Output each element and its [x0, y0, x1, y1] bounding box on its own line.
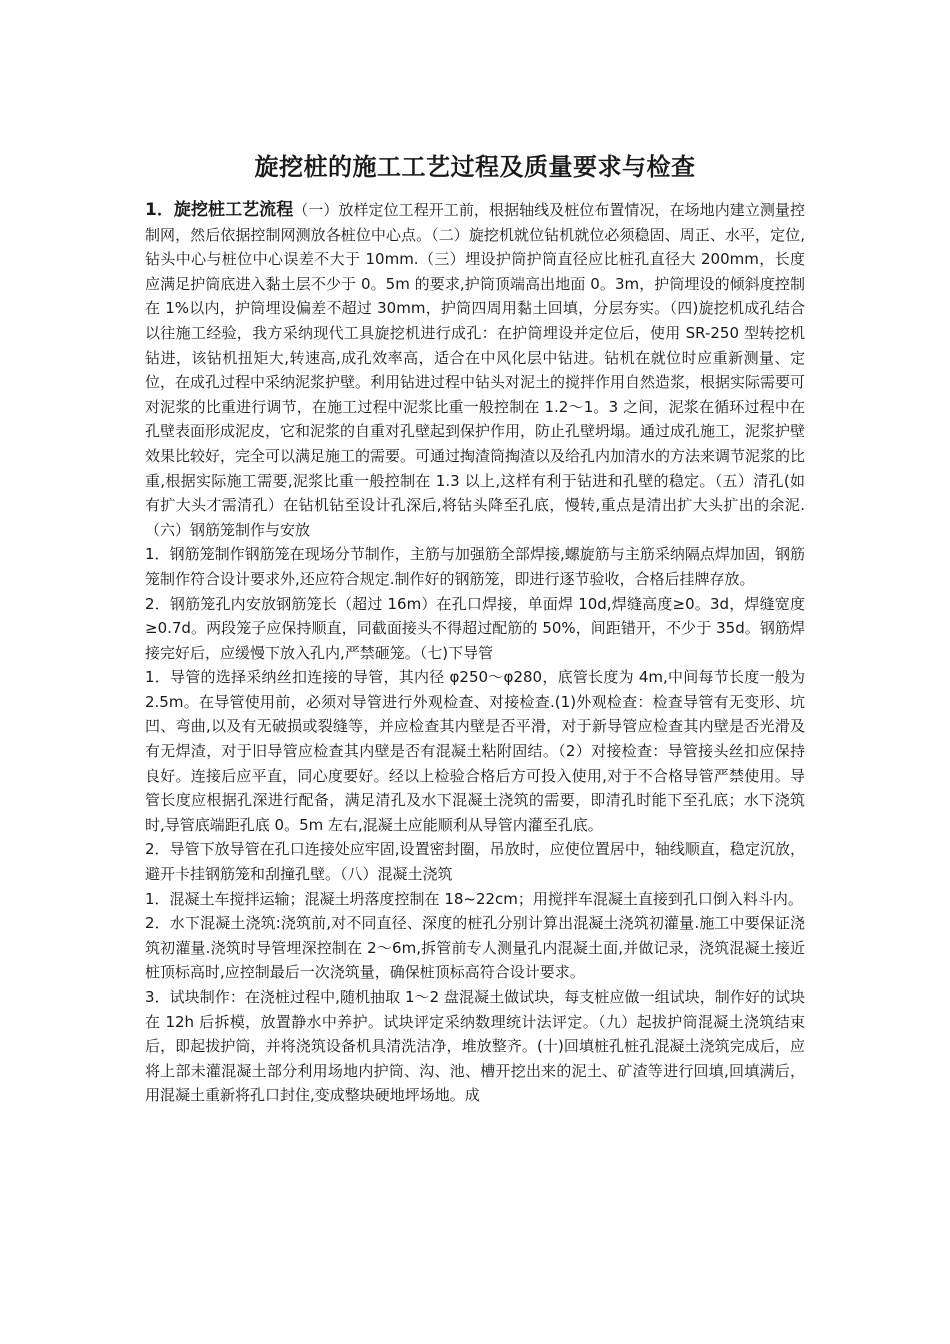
section-1-text: （一）放样定位工程开工前，根据轴线及桩位布置情况，在场地内建立测量控制网，然后依据控制网测放各桩位中心点。（二）旋挖机就位钻机就位必须稳固、周正、水平，定位,钻头中心与桩位中心误差不大于 10mm.（三）埋设护筒护筒直径应比桩孔直径大 200mm，长度应满足护筒底进入黏土层不少于 0。5m 的要求,护筒顶端高出地面 0。3m，护筒埋设的倾斜度控制在 1%以内，护筒埋设偏差不超过 30mm，护筒四周用黏土回填，分层夯实。（四)旋挖机成孔结合以往施工经验，我方采纳现代工具旋挖机进行成孔：在护筒埋设并定位后，使用 SR-250 型转挖机钻进，该钻机扭矩大,转速高,成孔效率高，适合在中风化层中钻进。钻机在就位时应重新测量、定位，在成孔过程中采纳泥浆护壁。利用钻进过程中钻头对泥土的搅拌作用自然造浆，根据实际需要可对泥浆的比重进行调节，在施工过程中泥浆比重一般控制在 1.2～1。3 之间，泥浆在循环过程中在孔壁表面形成泥皮，它和泥浆的自重对孔壁起到保护作用，防止孔壁坍塌。通过成孔施工，泥浆护壁效果比较好，完全可以满足施工的需要。可通过掏渣筒掏渣以及给孔内加清水的方法来调节泥浆的比重,根据实际施工需要,泥浆比重一般控制在 1.3 以上,这样有利于钻进和孔壁的稳定。（五）清孔(如有扩大头才需清孔）在钻机钻至设计孔深后,将钻头降至孔底，慢转,重点是清出扩大头扩出的余泥.（六）钢筋笼制作与安放 — [145, 201, 806, 539]
paragraph: 1．钢筋笼制作钢筋笼在现场分节制作，主筋与加强筋全部焊接,螺旋筋与主筋采纳隔点焊加固，钢筋笼制作符合设计要求外,还应符合规定.制作好的钢筋笼，即进行逐节验收，合格后挂牌存放。 — [145, 545, 805, 588]
section-1-heading: 1．旋挖桩工艺流程 — [145, 200, 294, 220]
paragraph: 1．混凝土车搅拌运输；混凝土坍落度控制在 18~22cm；用搅拌车混凝土直接到孔口倒入料斗内。 — [145, 889, 803, 908]
paragraph: 1．导管的选择采纳丝扣连接的导管，其内径 φ250～φ280，底管长度为 4m,中间每节长度一般为 2.5m。在导管使用前，必须对导管进行外观检查、对接检查.(1)外观检查：检查导管有无变形、坑凹、弯曲,以及有无破损或裂缝等，并应检查其内壁是否平滑，对于新导管应检查其内壁是否光滑及有无焊渣，对于旧导管应检查其内壁是否有混凝土粘附固结。（2）对接检查：导管接头丝扣应保持良好。连接后应平直，同心度要好。经以上检验合格后方可投入使用,对于不合格导管严禁使用。导管长度应根据孔深进行配备，满足清孔及水下混凝土浇筑的需要，即清孔时能下至孔底；水下浇筑时,导管底端距孔底 0。5m 左右,混凝土应能顺利从导管内灌至孔底。 — [145, 668, 805, 834]
paragraph: 3．试块制作：在浇桩过程中,随机抽取 1～2 盘混凝土做试块，每支桩应做一组试块，制作好的试块在 12h 后拆模，放置静水中养护。试块评定采纳数理统计法评定。（九）起拔护筒混凝土浇筑结束后，即起拔护筒，并将浇筑设备机具清洗洁净，堆放整齐。(十)回填桩孔桩孔混凝土浇筑完成后，应将上部未灌混凝土部分利用场地内护筒、沟、池、槽开挖出来的泥土、矿渣等进行回填,回填满后，用混凝土重新将孔口封住,变成整块硬地坪场地。成 — [145, 988, 805, 1105]
document-title: 旋挖桩的施工工艺过程及质量要求与检查 — [254, 152, 696, 181]
paragraph: 2．水下混凝土浇筑:浇筑前,对不同直径、深度的桩孔分别计算出混凝土浇筑初灌量.施工中要保证浇筑初灌量.浇筑时导管埋深控制在 2～6m,拆管前专人测量孔内混凝土面,并做记录，浇筑混凝土接近桩顶标高时,应控制最后一次浇筑量，确保桩顶标高符合设计要求。 — [145, 914, 805, 982]
paragraph: 2．钢筋笼孔内安放钢筋笼长（超过 16m）在孔口焊接，单面焊 10d,焊缝高度≥0。3d，焊缝宽度≥0.7d。两段笼子应保持顺直，同截面接头不得超过配筋的 50%，间距错开，不少于 35d。钢筋焊接完好后，应缓慢下放入孔内,严禁砸笼。（七)下导管 — [145, 594, 805, 662]
section-1-paragraph — [145, 198, 805, 542]
document-body — [145, 198, 805, 1108]
paragraph: 2．导管下放导管在孔口连接处应牢固,设置密封圈，吊放时，应使位置居中，轴线顺直，稳定沉放，避开卡挂钢筋笼和刮撞孔壁。（八）混凝土浇筑 — [145, 840, 805, 884]
